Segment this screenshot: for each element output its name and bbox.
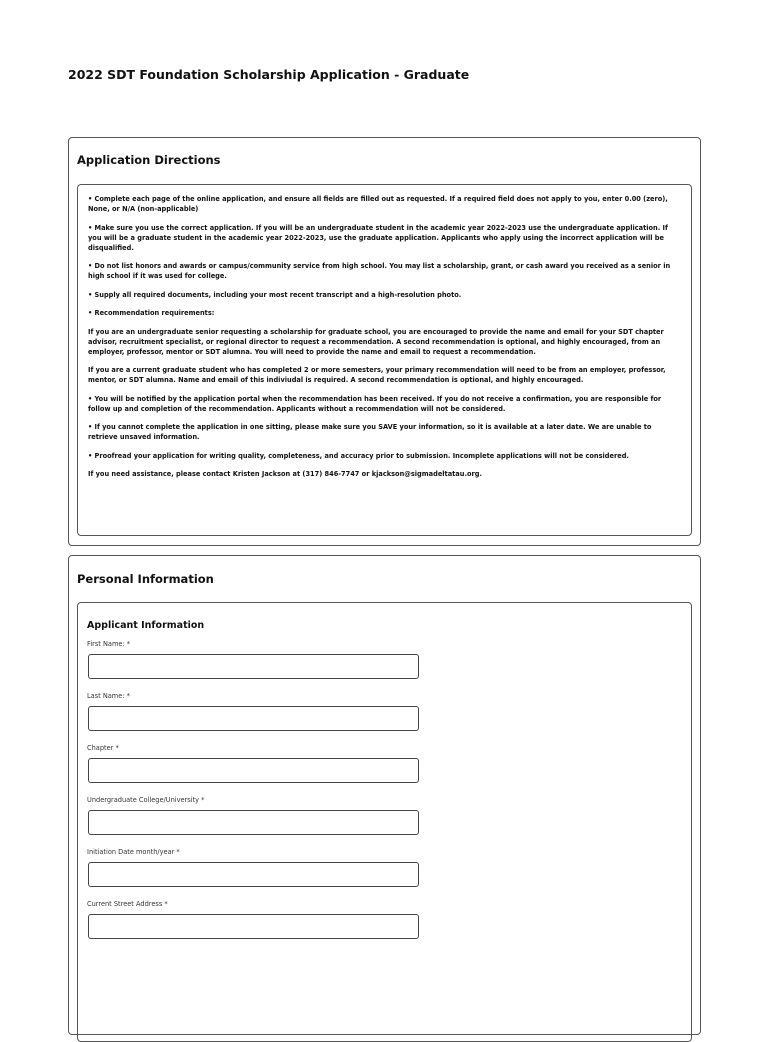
initiation-date-input[interactable] — [88, 862, 419, 887]
direction-paragraph: If you are a current graduate student who has completed 2 or more semesters, your primary recommendation will need to be from an employer, professor, mentor, or SDT alumna. Name and email of this indiviudal is required. A second recommendation is optional, and highly encouraged. — [88, 366, 666, 384]
chapter-label: Chapter * — [87, 744, 119, 752]
direction-paragraph: • If you cannot complete the application in one sitting, please make sure you SAVE your information, so it is available at a later date. We are unable to retrieve unsaved information. — [88, 423, 652, 441]
direction-paragraph: If you are an undergraduate senior requesting a scholarship for graduate school, you are encouraged to provide the name and email for your SDT chapter advisor, recruitment specialist, or regional director to request a recommendation. A second recommendation is optional, and highly encouraged, from an employer, professor, mentor or SDT alumna. You will need to provide the name and email to request a recommendation. — [88, 327, 664, 356]
undergraduate-college-label: Undergraduate College/University * — [87, 796, 205, 804]
street-address-label: Current Street Address * — [87, 900, 168, 908]
direction-paragraph: • Do not list honors and awards or campus/community service from high school. You may list a scholarship, grant, or cash award you received as a senior in high school if it was used for college. — [88, 262, 671, 280]
applicant-information-box — [77, 602, 692, 1042]
first-name-input[interactable] — [88, 654, 419, 679]
direction-paragraph: • Proofread your application for writing quality, completeness, and accuracy prior to submission. Incomplete applications will not be considered. — [88, 451, 629, 460]
direction-paragraph: • Make sure you use the correct application. If you will be an undergraduate student in the academic year 2022-2023 use the undergraduate application. If you will be a graduate student in the academic year 2022-2023, use the graduate application. Applicants who apply using the incorrect application will be disqualified. — [88, 223, 668, 252]
last-name-input[interactable] — [88, 706, 419, 731]
directions-heading: Application Directions — [77, 153, 221, 167]
initiation-date-label: Initiation Date month/year * — [87, 848, 180, 856]
personal-information-section — [68, 555, 701, 1035]
direction-paragraph: • Recommendation requirements: — [88, 309, 215, 317]
first-name-label: First Name: * — [87, 640, 131, 648]
last-name-label: Last Name: * — [87, 692, 130, 700]
personal-heading: Personal Information — [77, 572, 214, 586]
chapter-input[interactable] — [88, 758, 419, 783]
undergraduate-college-input[interactable] — [88, 810, 419, 835]
direction-paragraph-contact: If you need assistance, please contact Kristen Jackson at (317) 846-7747 or kjackson@sigmadeltatau.org. — [88, 470, 482, 478]
page-title: 2022 SDT Foundation Scholarship Application - Graduate — [68, 67, 470, 82]
applicant-information-heading: Applicant Information — [87, 620, 205, 631]
direction-paragraph: • Supply all required documents, including your most recent transcript and a high-resolution photo. — [88, 290, 462, 299]
application-directions-section — [68, 137, 701, 546]
direction-paragraph: • Complete each page of the online application, and ensure all fields are filled out as requested. If a required field does not apply to you, enter 0.00 (zero), None, or N/A (non-applicable) — [88, 195, 668, 213]
directions-box — [77, 184, 692, 536]
direction-paragraph: • You will be notified by the application portal when the recommendation has been received. If you do not receive a confirmation, you are responsible for follow up and completion of the recommendation. Applicants without a recommendation will not be considered. — [88, 394, 662, 413]
street-address-input[interactable] — [88, 914, 419, 939]
